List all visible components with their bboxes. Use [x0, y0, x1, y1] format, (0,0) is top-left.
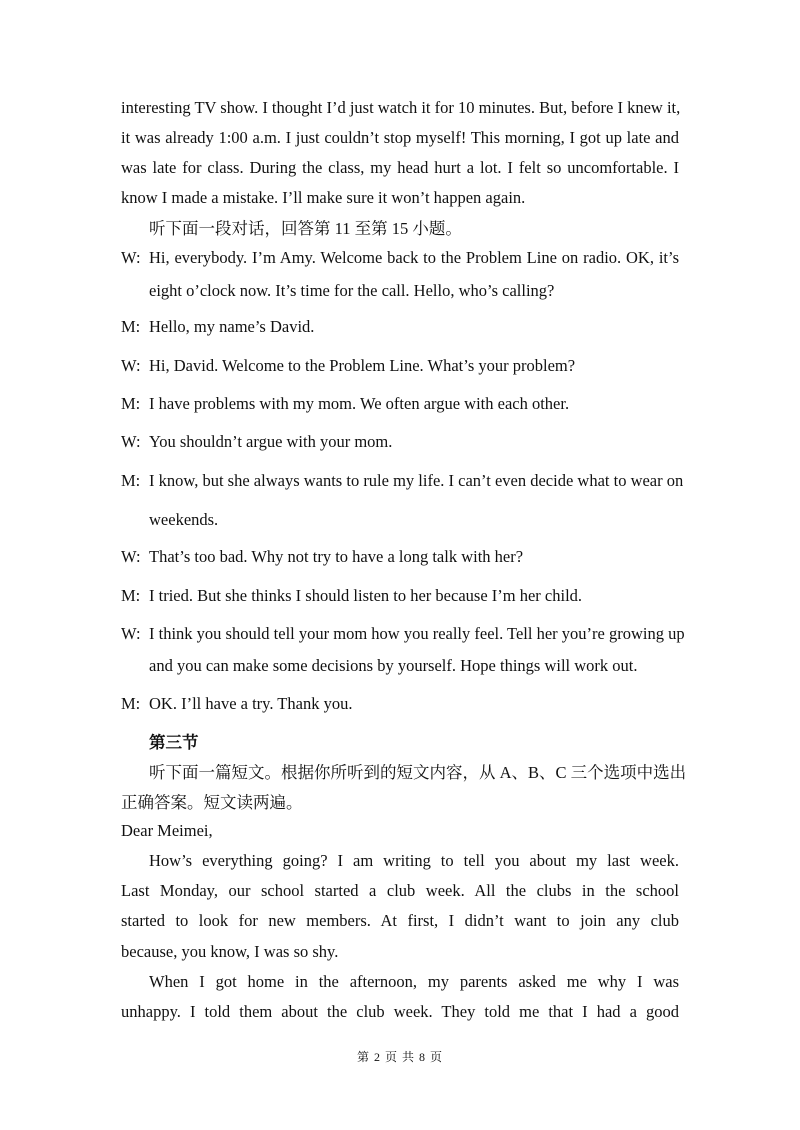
letter-line: Last Monday, our school started a club week. All the clubs in the school	[121, 881, 679, 900]
letter-line: because, you know, I was so shy.	[121, 942, 339, 961]
passage-line: it was already 1:00 a.m. I just couldn’t stop myself! This morning, I got up late and	[121, 128, 679, 147]
dialogue-line: and you can make some decisions by yourself. Hope things will work out.	[149, 656, 638, 675]
speaker-label: M:	[121, 394, 141, 413]
letter-line: How’s everything going? I am writing to tell you about my last week.	[149, 851, 679, 870]
passage-line: was late for class. During the class, my head hurt a lot. I felt so uncomfortable. I	[121, 158, 679, 177]
speaker-label: W:	[121, 248, 141, 267]
speaker-label: W:	[121, 624, 141, 643]
speaker-label: M:	[121, 471, 141, 490]
letter-salutation: Dear Meimei,	[121, 821, 213, 840]
dialogue-line: I think you should tell your mom how you really feel. Tell her you’re growing up	[149, 624, 685, 643]
speaker-label: W:	[121, 547, 141, 566]
speaker-label: W:	[121, 432, 141, 451]
dialogue-line: I know, but she always wants to rule my life. I can’t even decide what to wear on	[149, 471, 684, 490]
dialogue-line: Hi, everybody. I’m Amy. Welcome back to the Problem Line on radio. OK, it’s	[149, 248, 679, 267]
dialogue-line: eight o’clock now. It’s time for the call. Hello, who’s calling?	[149, 281, 555, 300]
section-heading: 第三节	[149, 733, 199, 752]
letter-line: started to look for new members. At first, I didn’t want to join any club	[121, 911, 679, 930]
letter-line: unhappy. I told them about the club week. They told me that I had a good	[121, 1002, 679, 1021]
dialogue-line: Hello, my name’s David.	[149, 317, 315, 336]
dialogue-line: I have problems with my mom. We often argue with each other.	[149, 394, 570, 413]
speaker-label: M:	[121, 317, 141, 336]
dialogue-line: weekends.	[149, 510, 219, 529]
letter-line: When I got home in the afternoon, my parents asked me why I was	[149, 972, 679, 991]
page-footer: 第 2 页 共 8 页	[356, 1050, 443, 1064]
dialogue-line: I tried. But she thinks I should listen to her because I’m her child.	[149, 586, 583, 605]
dialogue-instruction: 听下面一段对话，回答第 11 至第 15 小题。	[149, 219, 462, 238]
passage-line: know I made a mistake. I’ll make sure it won’t happen again.	[121, 188, 526, 207]
speaker-label: W:	[121, 356, 141, 375]
speaker-label: M:	[121, 586, 141, 605]
dialogue-line: That’s too bad. Why not try to have a long talk with her?	[149, 547, 524, 566]
dialogue-line: Hi, David. Welcome to the Problem Line. What’s your problem?	[149, 356, 576, 375]
speaker-label: M:	[121, 694, 141, 713]
dialogue-line: You shouldn’t argue with your mom.	[149, 432, 393, 451]
section-instruction: 正确答案。短文读两遍。	[121, 793, 303, 812]
section-instruction: 听下面一篇短文。根据你所听到的短文内容，从 A、B、C 三个选项中选出	[149, 763, 687, 782]
dialogue-line: OK. I’ll have a try. Thank you.	[149, 694, 353, 713]
passage-line: interesting TV show. I thought I’d just watch it for 10 minutes. But, before I knew it,	[121, 98, 681, 117]
